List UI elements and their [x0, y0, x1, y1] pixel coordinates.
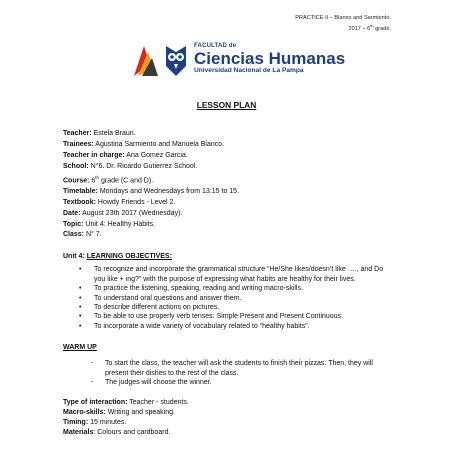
- field-label: Teacher:: [63, 130, 92, 137]
- field-value: 6: [89, 176, 96, 184]
- field-value-sup: th: [95, 174, 100, 180]
- list-item: [63, 265, 393, 284]
- field-textbook: [63, 198, 393, 209]
- warm-up-text: The judges will choose the winner.: [105, 379, 212, 387]
- field-date: [63, 209, 393, 220]
- field-label: Course:: [63, 176, 90, 184]
- warm-up-heading: WARM UP: [63, 344, 97, 352]
- faculty-name: Ciencias Humanas: [194, 49, 346, 68]
- objective-text: To incorporate a wide variety of vocabulary related to “healthy habits”.: [94, 322, 310, 330]
- list-item: [63, 284, 393, 293]
- field-label: Trainees:: [63, 140, 94, 148]
- field-label: Timing:: [63, 419, 89, 427]
- field-teacher-in-charge: [63, 151, 393, 162]
- list-item: [63, 378, 393, 387]
- list-item: [63, 312, 393, 321]
- objective-text: To understand oral questions and answer them.: [94, 294, 242, 302]
- header-sup: th: [370, 23, 374, 28]
- objective-text: To describe different actions on pictures.: [94, 304, 220, 312]
- field-label: Macro-skills:: [63, 409, 106, 417]
- field-teacher: [63, 129, 393, 140]
- field-course: [63, 173, 393, 187]
- list-item: [63, 359, 393, 378]
- field-value: Ana Gomez Garcia.: [124, 151, 188, 159]
- field-label: Teacher in charge:: [63, 151, 125, 159]
- field-label: Timetable:: [63, 187, 98, 195]
- field-value: N° 7.: [84, 231, 102, 239]
- field-value: N°6. Dr. Ricardo Gutierrez School.: [88, 162, 198, 170]
- objectives-title: LEARNING OBJECTIVES:: [86, 253, 172, 261]
- flame-logo-icon: [132, 42, 160, 78]
- objectives-list: [63, 265, 393, 331]
- field-timetable: [63, 187, 393, 198]
- header-note: [295, 14, 391, 33]
- field-value: grade (C and D).: [99, 176, 154, 184]
- field-label: School:: [63, 162, 89, 170]
- list-item: [63, 294, 393, 303]
- field-value: Howdy Friends - Level 2.: [95, 198, 176, 206]
- unit-label: Unit 4:: [63, 253, 87, 261]
- field-label: Materials: [63, 428, 94, 436]
- bullet-icon: •: [79, 294, 82, 302]
- header-line-1: PRACTICE II – Blanco and Sarmiento.: [295, 15, 391, 21]
- field-label: Type of interaction:: [63, 399, 128, 407]
- field-value: 15 minutes.: [88, 419, 127, 427]
- bullet-icon: •: [79, 304, 82, 312]
- field-value: Teacher - students.: [127, 399, 189, 407]
- field-materials: [63, 428, 393, 438]
- faculty-logo-text: [194, 43, 354, 75]
- list-item: [63, 303, 393, 312]
- field-value: Agustina Sarmiento and Manuela Blanco.: [93, 140, 225, 148]
- field-macro-skills: [63, 408, 393, 418]
- field-trainees: [63, 140, 393, 151]
- dash-icon: -: [91, 379, 94, 387]
- dash-icon: -: [91, 360, 94, 368]
- warm-up-text: To start the class, the teacher will ask the students to finish their pizzas. Then, they will present their dishes to the rest of the class.: [105, 360, 373, 377]
- warm-up-list: [63, 359, 393, 387]
- objectives-heading: [63, 252, 393, 262]
- bullet-icon: •: [79, 285, 82, 293]
- objective-text: To practice the listening, speaking, reading and writing macro-skills.: [94, 285, 303, 293]
- interaction-details: [63, 398, 393, 437]
- field-school: [63, 162, 393, 173]
- page-title: LESSON PLAN: [196, 100, 257, 110]
- field-value: Writing and speaking.: [105, 409, 175, 417]
- field-topic: [63, 220, 393, 231]
- field-label: Class:: [63, 231, 85, 239]
- field-value: Mondays and Wednesdays from 13:15 to 15.: [97, 187, 240, 195]
- field-label: Topic:: [63, 220, 84, 228]
- field-value: Unit 4: Healthy Habits.: [83, 220, 156, 228]
- field-type-of-interaction: [63, 398, 393, 408]
- header-grade: grade.: [373, 25, 391, 32]
- field-value: : Colours and cardboard.: [93, 428, 171, 436]
- lesson-content: [63, 129, 393, 438]
- field-timing: [63, 418, 393, 428]
- list-item: [63, 322, 393, 331]
- field-value: August 23th 2017 (Wednesday).: [80, 209, 183, 217]
- objective-text: To recognize and incorporate the grammatical structure “He/She likes/doesn’t like …., and Do you like + ing?” with the purpose of expressing what habits are healthy for their lives.: [94, 266, 384, 283]
- owl-logo-icon: [162, 42, 190, 78]
- faculty-label: FACULTAD de: [194, 43, 237, 49]
- header-year: 2017 – 6: [348, 25, 371, 32]
- header-line-2: [295, 22, 391, 33]
- bullet-icon: •: [79, 313, 82, 321]
- bullet-icon: •: [79, 322, 82, 330]
- objective-text: To be able to use properly verb tenses: Simple Present and Present Continuous.: [94, 313, 344, 321]
- field-label: Date:: [63, 209, 81, 217]
- field-label: Textbook:: [63, 198, 96, 206]
- bullet-icon: •: [79, 266, 82, 274]
- field-value: Estela Braun.: [91, 130, 136, 137]
- field-class: [63, 230, 393, 241]
- university-name: Universidad Nacional de La Pampa: [194, 67, 304, 74]
